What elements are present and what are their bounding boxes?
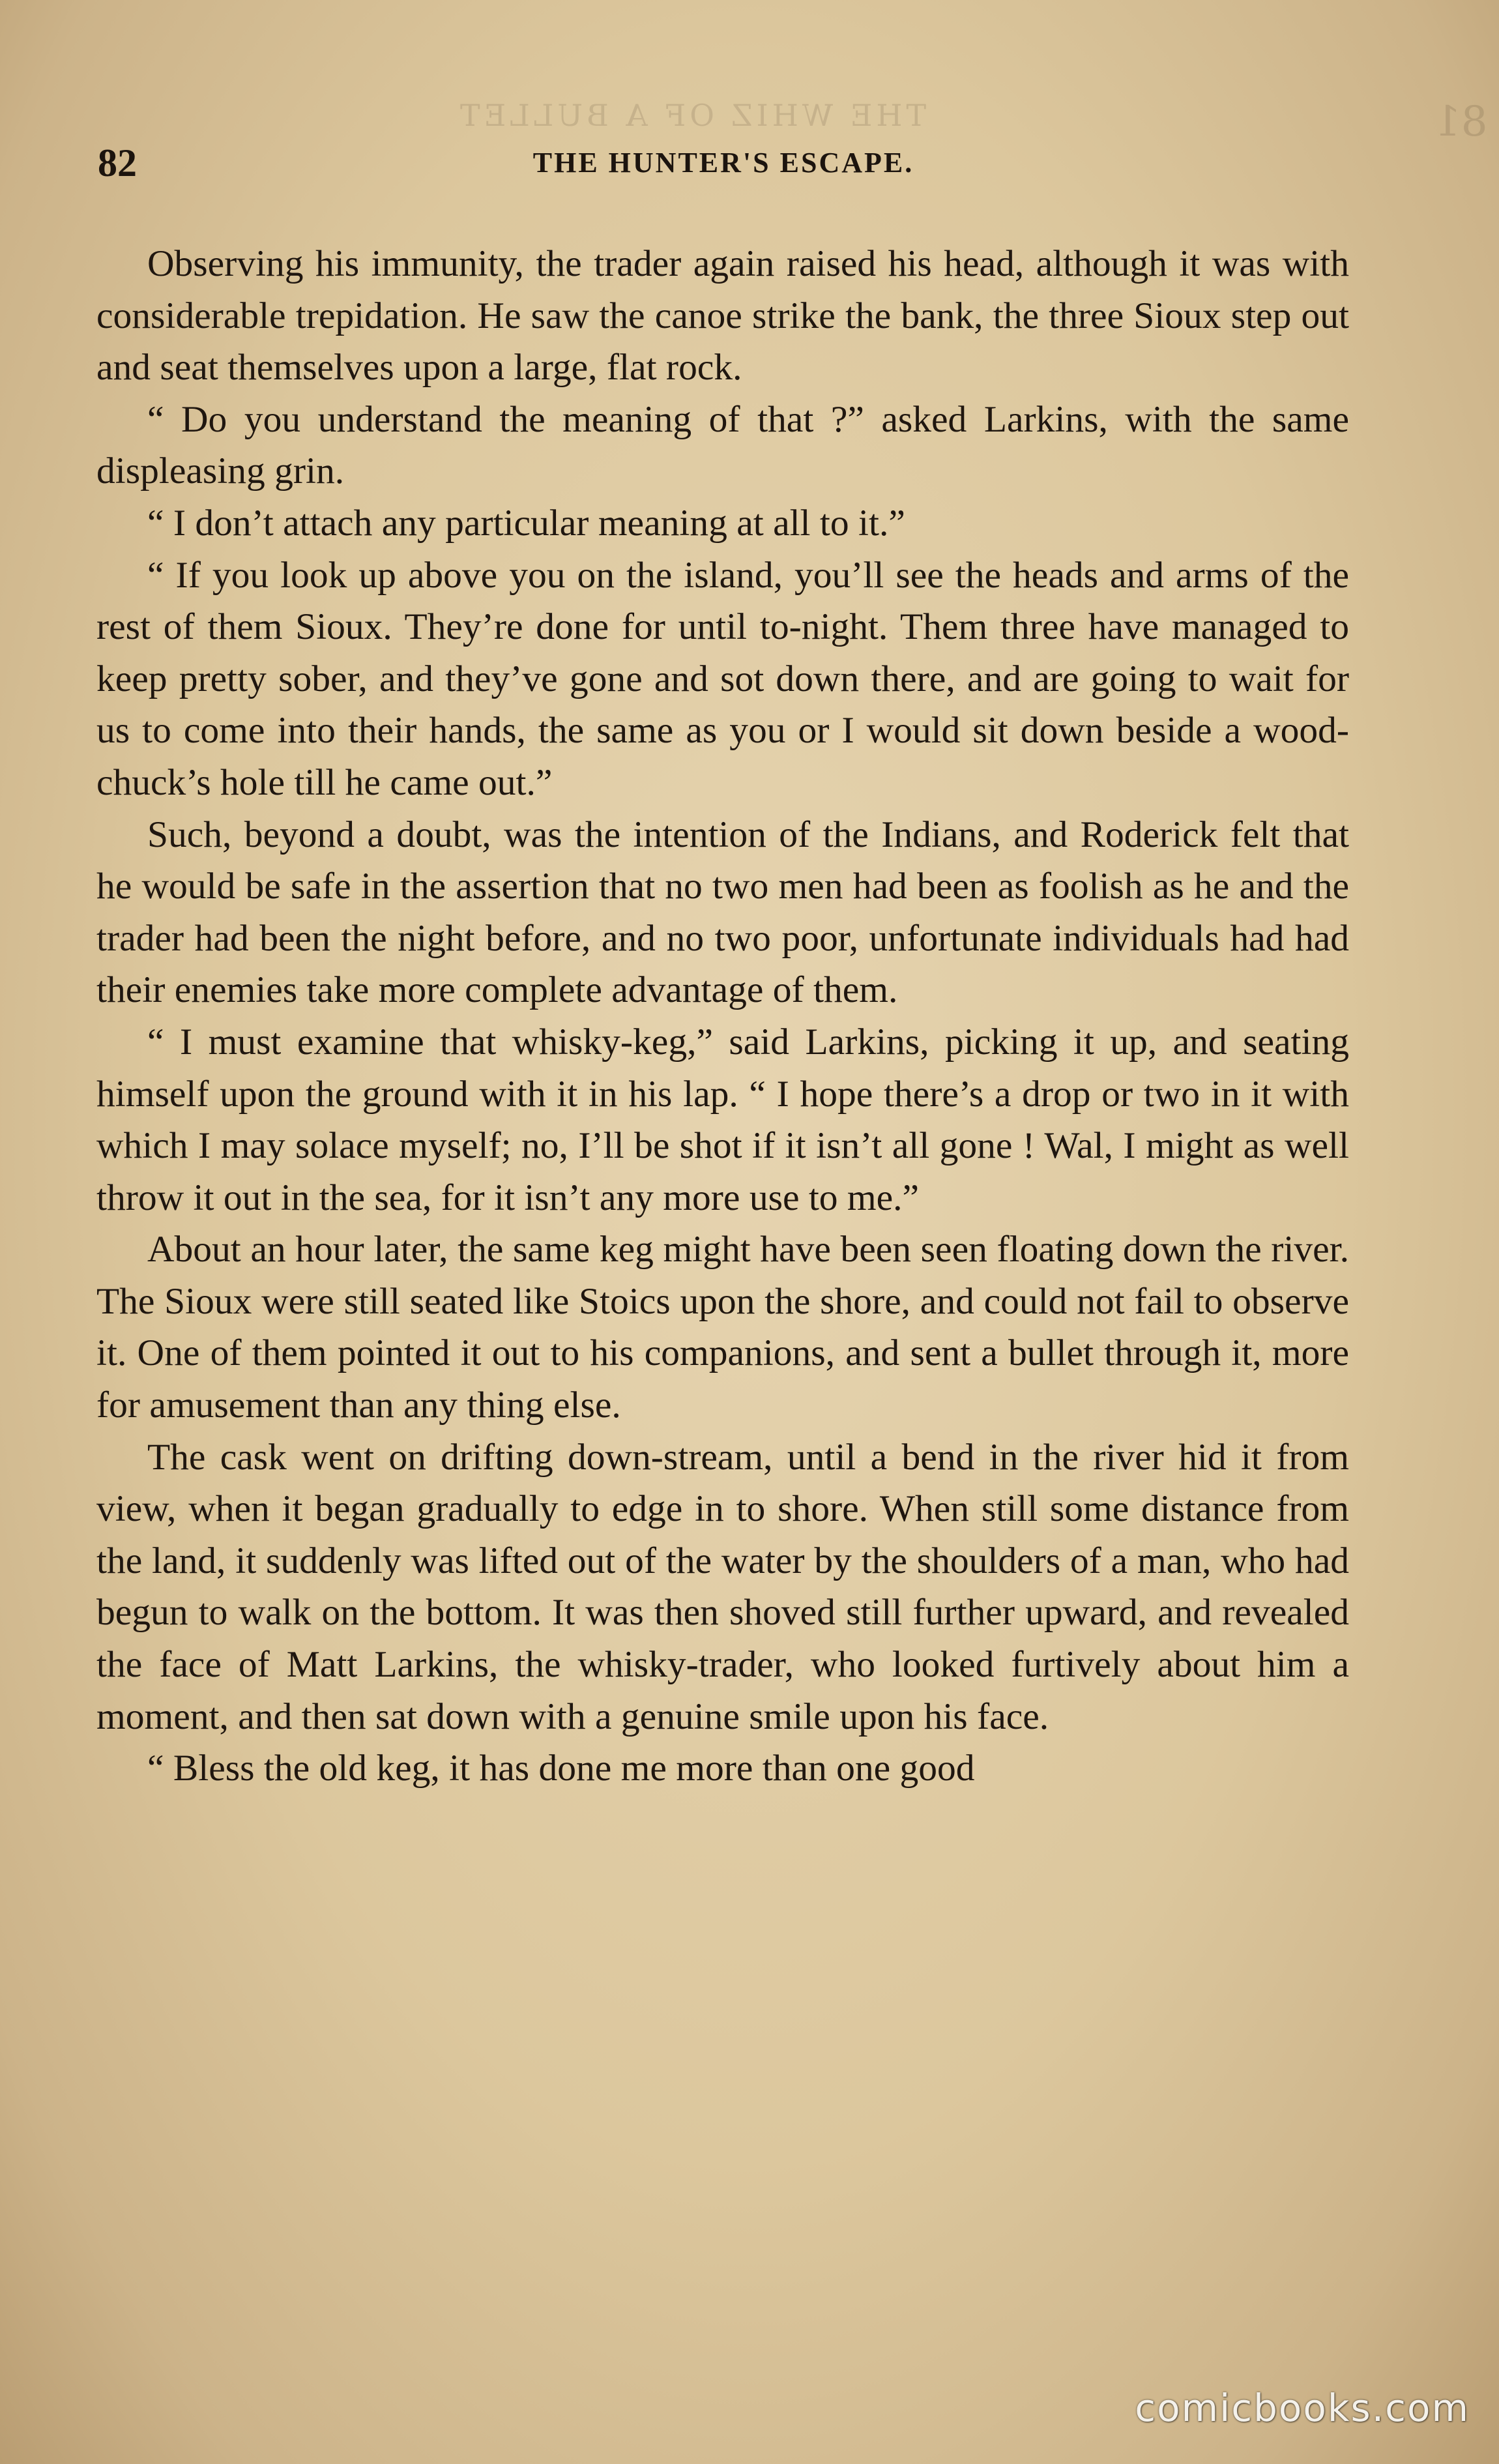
page-number: 82 <box>98 141 137 184</box>
paragraph: About an hour later, the same keg might have been seen floating down the river. The Sioux were still seated like Stoics upon the shore, and could not fail to observe it. One of them pointed it out to his companions, and sent a bullet through it, more for amusement than any thing else. <box>96 1229 1349 1426</box>
paragraph: “ If you look up above you on the island, you’ll see the heads and arms of the rest of them Sioux. They’re done for until to-night. Them three have managed to keep pretty sober, and they’ve gone and sot down there, and are going to wait for us to come into their hands, the same as you or I would sit down beside a wood-chuck’s hole till he came out.” <box>96 554 1349 803</box>
paragraph: “ I don’t attach any particular meaning at all to it.” <box>147 502 905 544</box>
body-text <box>96 238 1349 1795</box>
bleed-through-text: THE WHIZ OF A BULLET <box>456 98 927 133</box>
paragraph: “ I must examine that whisky-keg,” said Larkins, picking it up, and seating himself upon the ground with it in his lap. “ I hope there’s a drop or two in it with which I may solace myself; no, I’ll be shot if it isn’t all gone ! Wal, I might as well throw it out in the sea, for it isn’t any more use to me.” <box>96 1021 1349 1218</box>
running-head: THE HUNTER'S ESCAPE. <box>532 147 914 179</box>
paragraph: “ Bless the old keg, it has done me more than one good <box>147 1748 975 1789</box>
paragraph: Observing his immunity, the trader again raised his head, although it was with considerable trepidation. He saw the canoe strike the bank, the three Sioux step out and seat themselves upon a large, flat rock. <box>96 243 1349 389</box>
bleed-through-page-number: 81 <box>1434 98 1487 146</box>
watermark: comicbooks.com <box>1135 2386 1470 2430</box>
page-header <box>98 130 1349 196</box>
paragraph: “ Do you understand the meaning of that ?” asked Larkins, with the same displeasing grin. <box>96 398 1349 492</box>
paragraph: The cask went on drifting down-stream, until a bend in the river hid it from view, when it began gradually to edge in to shore. When still some distance from the land, it suddenly was lifted out of the water by the shoulders of a man, who had begun to walk on the bottom. It was then shoved still further upward, and revealed the face of Matt Larkins, the whisky-trader, who looked furtively about him a moment, and then sat down with a genuine smile upon his face. <box>96 1436 1349 1737</box>
paragraph: Such, beyond a doubt, was the intention of the Indians, and Roderick felt that he would be safe in the assertion that no two men had been as foolish as he and the trader had been the night before, and no two poor, unfortunate individuals had had their enemies take more complete advantage of them. <box>96 814 1349 1011</box>
